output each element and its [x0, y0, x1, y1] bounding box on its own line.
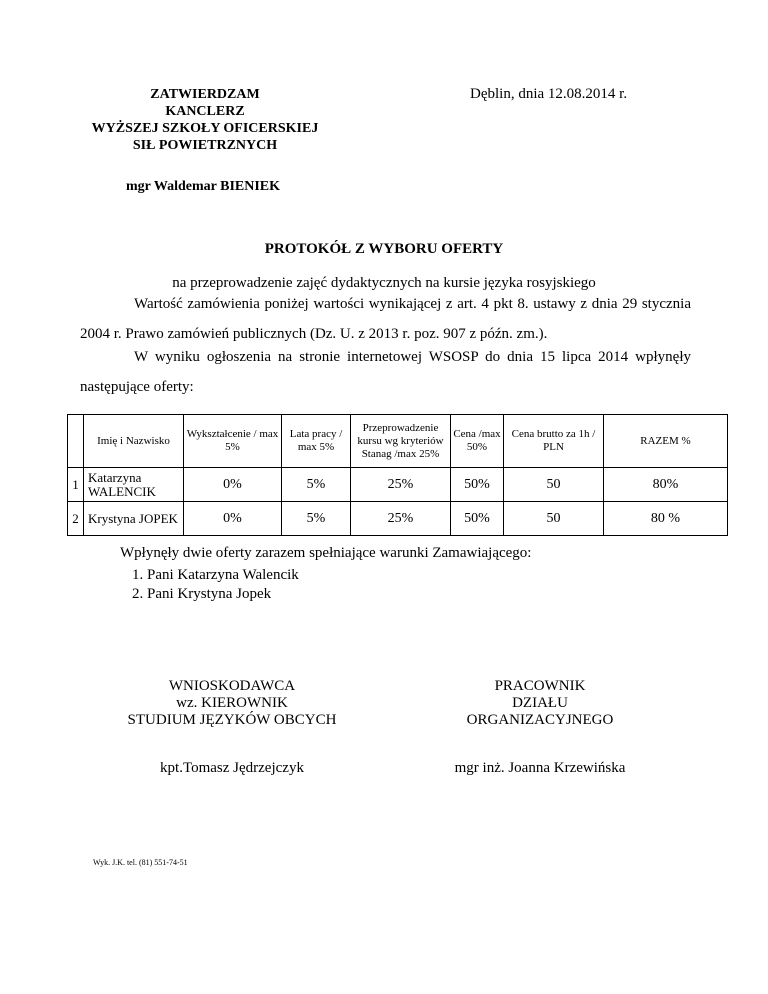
cell-stanag: 25%: [351, 502, 451, 536]
cell-total: 80 %: [604, 502, 728, 536]
cell-stanag: 25%: [351, 468, 451, 502]
signature-line: ORGANIZACYJNEGO: [466, 712, 614, 728]
offers-table: [67, 414, 728, 536]
header-gross: Cena brutto za 1h / PLN: [504, 415, 604, 468]
subject-line: na przeprowadzenie zajęć dydaktycznych na kursie języka rosyjskiego: [172, 275, 596, 291]
approval-line: SIŁ POWIETRZNYCH: [132, 138, 278, 153]
header-total: RAZEM %: [604, 415, 728, 468]
department-employee-name: mgr inż. Joanna Krzewińska: [454, 760, 626, 776]
applicant-signature-block: [100, 678, 364, 729]
signature-line: WNIOSKODAWCA: [168, 678, 296, 694]
list-item: 1. Pani Katarzyna Walencik: [132, 567, 299, 583]
applicant-name: kpt.Tomasz Jędrzejczyk: [160, 760, 304, 776]
approval-block: [60, 86, 350, 154]
cell-experience: 5%: [282, 468, 351, 502]
paragraph-value: Wartość zamówienia poniżej wartości wynikającej z art. 4 pkt 8. ustawy z dnia 29 stycznia 2004 r. Prawo zamówień publicznych (Dz. U. z 2013 r. poz. 907 z późn. zm.).: [80, 296, 691, 342]
approval-line: ZATWIERDZAM: [150, 87, 260, 102]
cell-name: Krystyna JOPEK: [84, 502, 184, 536]
cell-num: 1: [68, 468, 84, 502]
approval-line: WYŻSZEJ SZKOŁY OFICERSKIEJ: [91, 121, 319, 136]
approver-name: mgr Waldemar BIENIEK: [126, 179, 281, 194]
header-education: Wykształcenie / max 5%: [184, 415, 282, 468]
cell-gross: 50: [504, 468, 604, 502]
signature-line: wz. KIEROWNIK: [176, 695, 288, 711]
cell-experience: 5%: [282, 502, 351, 536]
cell-name: Katarzyna WALENCIK: [84, 468, 184, 502]
header-name: Imię i Nazwisko: [84, 415, 184, 468]
signature-line: PRACOWNIK: [494, 678, 586, 694]
paragraph-announcement: W wyniku ogłoszenia na stronie internetowej WSOSP do dnia 15 lipca 2014 wpłynęły następujące oferty:: [80, 349, 691, 395]
cell-price: 50%: [451, 468, 504, 502]
header-experience: Lata pracy / max 5%: [282, 415, 351, 468]
department-signature-block: [420, 678, 660, 729]
cell-education: 0%: [184, 502, 282, 536]
cell-num: 2: [68, 502, 84, 536]
header-num: [68, 415, 84, 468]
table-header-row: [68, 415, 728, 468]
cell-gross: 50: [504, 502, 604, 536]
footer-note: Wyk. J.K. tel. (81) 551-74-51: [93, 858, 188, 867]
document-title: PROTOKÓŁ Z WYBORU OFERTY: [264, 241, 504, 257]
header-stanag: Przeprowadzenie kursu wg kryteriów Stanag /max 25%: [351, 415, 451, 468]
cell-education: 0%: [184, 468, 282, 502]
signature-line: STUDIUM JĘZYKÓW OBCYCH: [127, 712, 337, 728]
summary-text: Wpłynęły dwie oferty zarazem spełniające warunki Zamawiającego:: [120, 545, 532, 561]
cell-total: 80%: [604, 468, 728, 502]
place-and-date: Dęblin, dnia 12.08.2014 r.: [470, 86, 628, 102]
offers-list: [132, 566, 299, 604]
list-item: 2. Pani Krystyna Jopek: [132, 586, 272, 602]
header-price: Cena /max 50%: [451, 415, 504, 468]
approval-line: KANCLERZ: [165, 104, 245, 119]
signature-line: DZIAŁU: [512, 695, 568, 711]
table-row: [68, 502, 728, 536]
cell-price: 50%: [451, 502, 504, 536]
table-row: [68, 468, 728, 502]
